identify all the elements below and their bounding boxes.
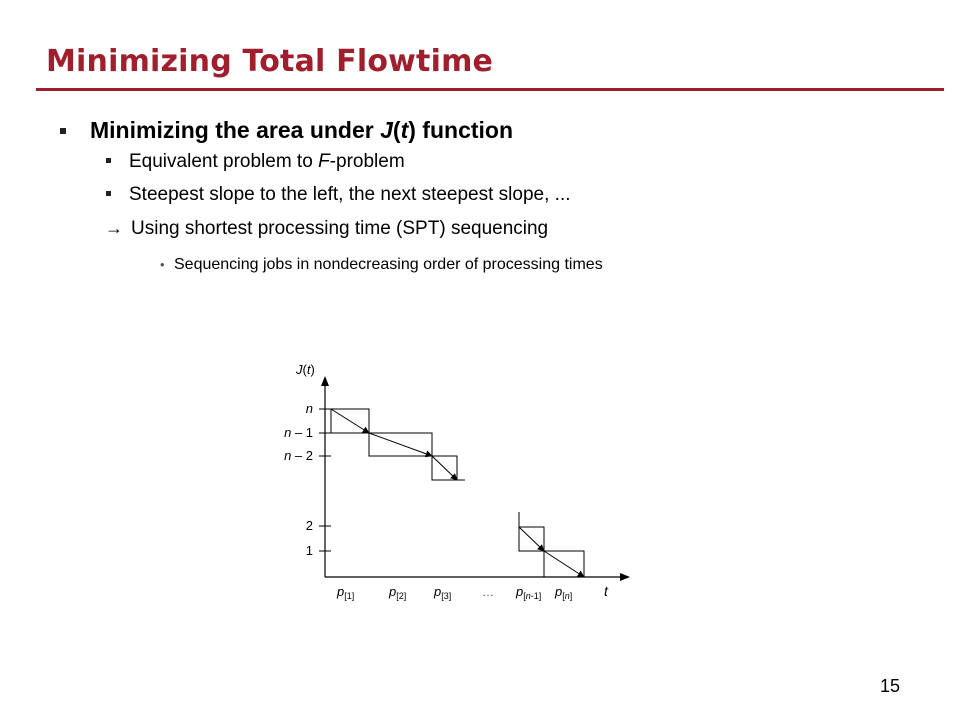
y-axis	[321, 376, 329, 577]
y-axis-label: J(t)	[296, 362, 315, 377]
page-number: 15	[880, 676, 901, 696]
bullet-main-text: Minimizing the area under J(t) function	[90, 117, 514, 143]
bullet-spt-text: Using shortest processing time (SPT) sequencing	[131, 218, 549, 239]
bullet-sequencing-text: Sequencing jobs in nondecreasing order of processing times	[174, 256, 603, 273]
x-tick-p1: $p_{[1]}$	[337, 584, 355, 601]
x-tick-pn: $p_[n$]	[555, 584, 573, 601]
slope-arrow-3	[432, 456, 457, 480]
bullet-steepest-text: Steepest slope to the left, the next steepest slope, ...	[129, 184, 571, 205]
x-tick-p3: $p_{[3]}$	[434, 584, 452, 601]
x-tick-ellipsis: …	[482, 585, 494, 599]
bullet-equivalent-text: Equivalent problem to F-problem	[129, 151, 405, 172]
slope-arrow-1	[331, 409, 369, 433]
slope-arrow-n-minus-1	[519, 527, 544, 551]
x-axis-label: t	[604, 583, 608, 599]
y-tick-n: n	[305, 401, 313, 416]
dot-bullet-icon: •	[160, 257, 165, 272]
y-tick-2: 2	[305, 518, 313, 533]
slide-title: Minimizing Total Flowtime	[46, 44, 494, 79]
x-tick-pn-1: $p_[n-1$]	[516, 584, 542, 601]
right-arrow-icon: →	[105, 218, 123, 238]
y-tick-n-minus-2: n – 2	[284, 448, 313, 463]
y-tick-n-minus-1: n – 1	[284, 425, 313, 440]
y-tick-1: 1	[305, 543, 313, 558]
x-tick-p2: $p_{[2]}$	[389, 584, 407, 601]
slope-arrow-n	[544, 551, 584, 577]
slope-arrow-2	[369, 433, 432, 456]
